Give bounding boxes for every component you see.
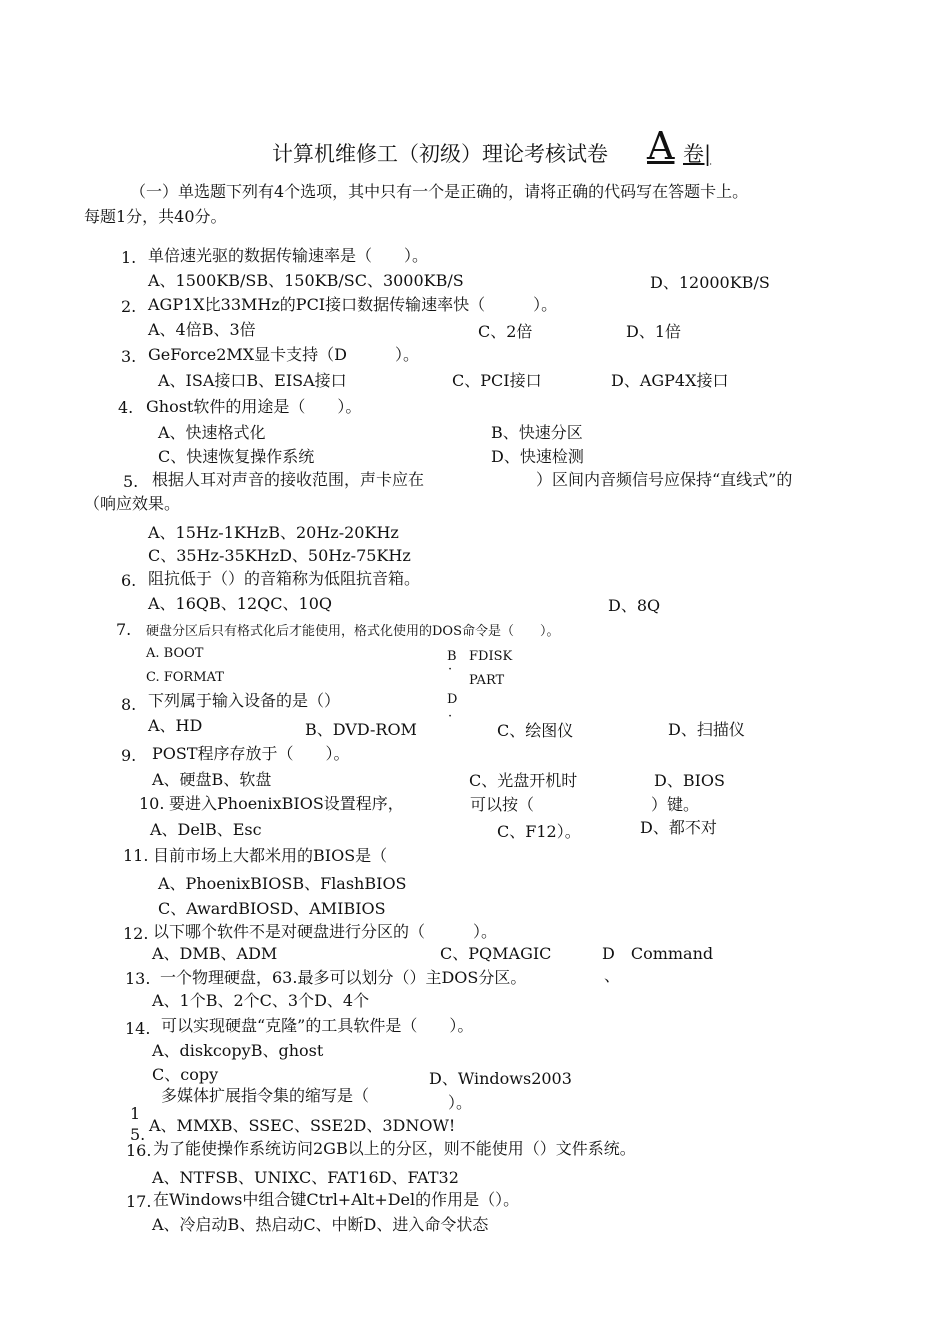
- q16-stem: 为了能使操作系统访问2GB以上的分区，则不能使用（）文件系统。: [153, 1139, 636, 1158]
- q12-options-ab: A、DMB、ADM: [152, 944, 278, 963]
- q13-mark: 、: [604, 966, 621, 985]
- q3-number: 3.: [121, 347, 137, 366]
- q4-number: 4.: [118, 398, 134, 417]
- q7-option-c: C. FORMAT: [146, 670, 224, 685]
- q6-stem: 阻抗低于（）的音箱称为低阻抗音箱。: [148, 569, 421, 588]
- q10-stem-part1: 要进入PhoenixBIOS设置程序，: [169, 794, 404, 813]
- q10-options-ab: A、DelB、Esc: [150, 820, 262, 839]
- q11-options-cd: C、AwardBIOSD、AMIBIOS: [158, 899, 386, 918]
- title-suffix: 卷|: [683, 142, 712, 166]
- q15-options: A、MMXB、SSEC、SSE2D、3DNOW!: [149, 1116, 456, 1135]
- q5-stem-part3: （响应效果。: [84, 494, 181, 513]
- q17-stem: 在Windows中组合键Ctrl+Alt+Del的作用是（）。: [153, 1190, 520, 1209]
- q1-number: 1.: [121, 248, 137, 267]
- q10-option-d: D、都不对: [640, 818, 717, 837]
- q9-number: 9.: [121, 746, 137, 765]
- q2-options-ab: A、4倍B、3倍: [148, 320, 256, 339]
- q8-option-c: C、绘图仪: [497, 721, 574, 740]
- q17-number: 17.: [126, 1192, 152, 1211]
- q10-number: 10.: [139, 794, 165, 813]
- q10-stem-part3: ）键。: [651, 795, 700, 814]
- q1-option-d: D、12000KB/S: [650, 273, 770, 292]
- q15-stem-part1: 多媒体扩展指令集的缩写是（: [161, 1086, 370, 1105]
- q4-option-d: D、快速检测: [491, 447, 584, 466]
- q12-option-d: D Command: [602, 944, 714, 963]
- q7-stem: 硬盘分区后只有格式化后才能使用，格式化使用的DOS命令是（ ）。: [146, 624, 560, 639]
- q12-stem: 以下哪个软件不是对硬盘进行分区的（ ）。: [153, 922, 498, 941]
- q1-options: A、1500KB/SB、150KB/SC、3000KB/S: [148, 271, 464, 290]
- q6-options: A、16QB、12QC、10Q: [148, 594, 332, 613]
- q10-option-c: C、F12）。: [497, 822, 581, 841]
- q7-number: 7.: [116, 620, 132, 639]
- q5-options-cd: C、35Hz-35KHzD、50Hz-75KHz: [148, 546, 411, 565]
- q15-number-part1: 1: [130, 1104, 141, 1123]
- q4-stem: Ghost软件的用途是（ ）。: [146, 397, 362, 416]
- q8-option-b: B、DVD-ROM: [305, 720, 417, 739]
- q3-stem: GeForce2MX显卡支持（D ）。: [148, 345, 419, 364]
- q7-option-b-letter: B: [447, 649, 457, 664]
- q11-stem: 目前市场上大都米用的BIOS是（: [153, 846, 388, 865]
- q14-stem: 可以实现硬盘“克隆”的工具软件是（ ）。: [161, 1016, 474, 1035]
- q7-option-b: FDISK: [469, 649, 513, 664]
- q4-option-a: A、快速格式化: [158, 423, 266, 442]
- q7-option-d: PART: [469, 673, 505, 688]
- q8-d-letter: D: [447, 692, 458, 707]
- q14-option-d: D、Windows2003: [429, 1069, 572, 1088]
- q12-option-c: C、PQMAGIC: [440, 944, 552, 963]
- q5-number: 5.: [123, 472, 139, 491]
- q13-options: A、1个B、2个C、3个D、4个: [152, 991, 370, 1010]
- q4-option-b: B、快速分区: [491, 423, 583, 442]
- q5-options-ab: A、15Hz-1KHzB、20Hz-20KHz: [148, 523, 399, 542]
- q7-option-a: A. BOOT: [146, 646, 204, 661]
- q8-option-d: D、扫描仪: [668, 720, 745, 739]
- section-instructions: （一）单选题下列有4个选项，其中只有一个是正确的，请将正确的代码写在答题卡上。: [130, 182, 749, 201]
- q17-options: A、冷启动B、热启动C、中断D、进入命令状态: [152, 1215, 489, 1234]
- q9-option-c: C、光盘开机时: [469, 771, 578, 790]
- q14-option-c: C、copy: [152, 1065, 219, 1084]
- q3-options-ab: A、ISA接口B、EISA接口: [158, 371, 347, 390]
- q1-stem: 单倍速光驱的数据传输速率是（ ）。: [148, 246, 429, 265]
- q5-stem-part1: 根据人耳对声音的接收范围，声卡应在: [152, 470, 425, 489]
- q4-option-c: C、快速恢复操作系统: [158, 447, 315, 466]
- q11-options-ab: A、PhoenixBIOSB、FlashBIOS: [158, 874, 407, 893]
- section-scoring: 每题1分，共40分。: [84, 207, 227, 226]
- q3-option-c: C、PCI接口: [452, 371, 542, 390]
- q2-option-d: D、1倍: [626, 322, 682, 341]
- q15-stem-part2: ）。: [448, 1093, 473, 1112]
- q14-options-ab: A、diskcopyB、ghost: [152, 1041, 324, 1060]
- q11-number: 11.: [123, 846, 149, 865]
- q13-stem: 一个物理硬盘，63.最多可以划分（）主DOS分区。: [160, 968, 527, 987]
- q8-option-a: A、HD: [148, 716, 203, 735]
- q12-number: 12.: [123, 924, 149, 943]
- q2-number: 2.: [121, 297, 137, 316]
- q13-number: 13.: [125, 969, 151, 988]
- q9-stem: POST程序存放于（ ）。: [152, 744, 350, 763]
- q14-number: 14.: [125, 1019, 151, 1038]
- q9-options-ab: A、硬盘B、软盘: [152, 770, 272, 789]
- q7-dot: ·: [448, 662, 453, 677]
- q8-number: 8.: [121, 695, 137, 714]
- q10-stem-part2: 可以按（: [470, 795, 535, 814]
- q16-options: A、NTFSB、UNIXC、FAT16D、FAT32: [152, 1168, 459, 1187]
- q6-option-d: D、8Q: [608, 596, 661, 615]
- q9-option-d: D、BIOS: [654, 771, 725, 790]
- page-title: 计算机维修工（初级）理论考核试卷: [272, 142, 608, 166]
- q8-dot: ·: [448, 709, 453, 724]
- q3-option-d: D、AGP4X接口: [611, 371, 729, 390]
- q5-stem-part2: ）区间内音频信号应保持“直线式”的: [536, 470, 793, 489]
- q2-option-c: C、2倍: [478, 322, 533, 341]
- q15-number-part2: 5.: [130, 1125, 146, 1144]
- q8-stem: 下列属于输入设备的是（）: [148, 691, 341, 710]
- q6-number: 6.: [121, 571, 137, 590]
- q16-number: 16.: [126, 1141, 152, 1160]
- q2-stem: AGP1X比33MHz的PCI接口数据传输速率快（ ）。: [148, 295, 558, 314]
- title-paper-letter: A: [647, 124, 675, 168]
